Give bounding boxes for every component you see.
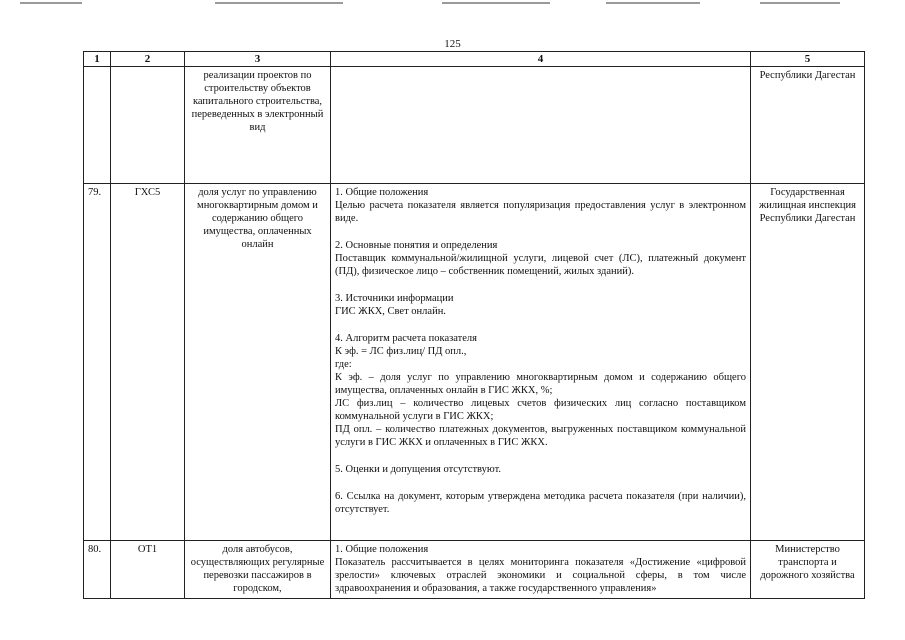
text-line: К эф. = ЛС физ.лиц/ ПД опл., [335, 346, 467, 357]
responsible-authority: Республики Дагестан [751, 67, 865, 184]
section-text [335, 305, 746, 318]
section-heading: 1. Общие положения [335, 544, 429, 555]
section-text [335, 345, 746, 449]
method-section [335, 239, 746, 278]
method-section [335, 186, 746, 225]
table-row [84, 184, 865, 541]
text-line: ЛС физ.лиц – количество лицевых счетов физических лиц согласно поставщиком коммунальной услуги в ГИС ЖКХ; [335, 398, 746, 422]
section-text [335, 252, 746, 278]
column-header: 3 [185, 52, 331, 67]
row-number [84, 67, 111, 184]
section-heading: 1. Общие положения [335, 187, 429, 198]
text-line: Поставщик коммунальной/жилищной услуги, лицевой счет (ЛС), платежный документ (ПД), физическое лицо – собственник помещений, жилых зданий). [335, 253, 746, 277]
text-line: 6. Ссылка на документ, которым утверждена методика расчета показателя (при наличии), отсутствует. [335, 491, 746, 515]
indicator-name: доля автобусов, осуществляющих регулярные перевозки пассажиров в городском, [185, 541, 331, 599]
table-row [84, 541, 865, 599]
section-heading: 3. Источники информации [335, 293, 454, 304]
section-text [335, 490, 746, 516]
section-heading: 4. Алгоритм расчета показателя [335, 333, 477, 344]
method-section [335, 463, 746, 476]
row-code: ОТ1 [111, 541, 185, 599]
table-row [84, 67, 865, 184]
scan-edge-line [442, 2, 550, 4]
scan-edge-line [760, 2, 840, 4]
method-section [335, 490, 746, 516]
text-line: где: [335, 359, 352, 370]
column-header: 4 [331, 52, 751, 67]
row-code: ГХС5 [111, 184, 185, 541]
scan-edge-line [606, 2, 700, 4]
section-text [335, 463, 746, 476]
responsible-authority: Государственная жилищная инспекция Республики Дагестан [751, 184, 865, 541]
column-header: 2 [111, 52, 185, 67]
page-number: 125 [444, 38, 461, 50]
text-line: К эф. – доля услуг по управлению многоквартирным домом и содержанию общего имущества, оплаченных онлайн в ГИС ЖКХ, %; [335, 372, 746, 396]
text-line: Показатель рассчитывается в целях мониторинга показателя «Достижение «цифровой зрелости» ключевых отраслей экономики и социальной сферы, в том числе здравоохранения и образования, а также государственного управления» [335, 557, 746, 594]
method-section [335, 292, 746, 318]
text-line: ГИС ЖКХ, Свет онлайн. [335, 306, 446, 317]
calculation-method [331, 541, 751, 599]
method-section [335, 332, 746, 449]
calculation-method [331, 184, 751, 541]
method-section [335, 543, 746, 595]
section-text [335, 199, 746, 225]
text-line: Целью расчета показателя является популяризация предоставления услуг в электронном виде. [335, 200, 746, 224]
text-line: ПД опл. – количество платежных документов, выгруженных поставщиком коммунальной услуги в ГИС ЖКХ и оплаченных в ГИС ЖКХ. [335, 424, 746, 448]
row-number: 79. [84, 184, 111, 541]
responsible-authority: Министерство транспорта и дорожного хозяйства [751, 541, 865, 599]
row-code [111, 67, 185, 184]
scan-edge-line [215, 2, 343, 4]
indicator-name: реализации проектов по строительству объектов капитального строительства, переведенных в электронный вид [185, 67, 331, 184]
row-number: 80. [84, 541, 111, 599]
column-header: 5 [751, 52, 865, 67]
text-line: 5. Оценки и допущения отсутствуют. [335, 464, 502, 475]
table-header-row [84, 52, 865, 67]
column-header: 1 [84, 52, 111, 67]
indicator-name: доля услуг по управлению многоквартирным домом и содержанию общего имущества, оплаченных онлайн [185, 184, 331, 541]
section-heading: 2. Основные понятия и определения [335, 240, 498, 251]
calculation-method [331, 67, 751, 184]
scan-edge-line [20, 2, 82, 4]
indicator-table [83, 51, 865, 599]
section-text [335, 556, 746, 595]
